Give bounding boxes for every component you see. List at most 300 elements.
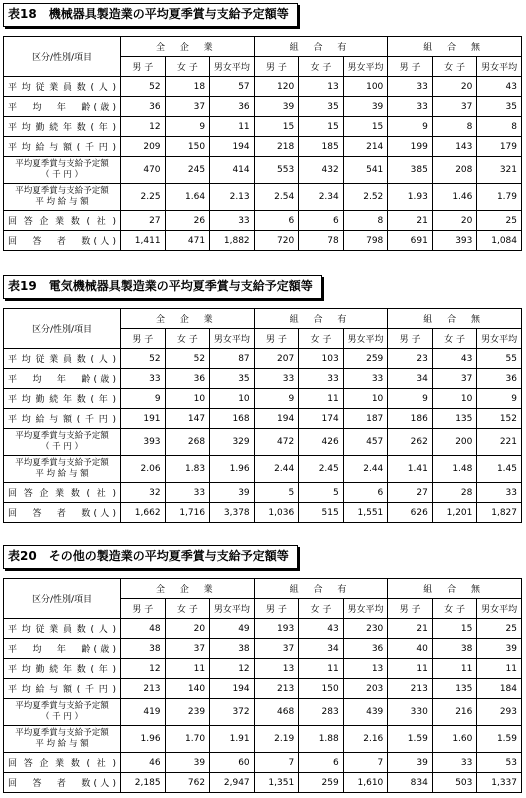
table-row [4, 231, 522, 251]
table-row [4, 503, 522, 523]
table-row [4, 456, 522, 483]
table-cell: 15 [343, 117, 388, 137]
table-cell: 1.45 [477, 456, 522, 483]
table-cell: 8 [343, 211, 388, 231]
table-cell: 150 [165, 137, 210, 157]
table-cell: 32 [121, 483, 166, 503]
table-cell: 191 [121, 409, 166, 429]
table-cell: 43 [432, 349, 477, 369]
table-cell: 39 [388, 753, 433, 773]
table-cell: 18 [165, 77, 210, 97]
table-row [4, 753, 522, 773]
table-cell: 33 [388, 97, 433, 117]
table-cell: 553 [254, 157, 299, 184]
table-cell: 37 [254, 639, 299, 659]
row-label [4, 699, 121, 726]
row-label: 平 均 年 齢(歳) [4, 639, 121, 659]
table-cell: 213 [254, 679, 299, 699]
table-cell: 1,411 [121, 231, 166, 251]
table-row [4, 699, 522, 726]
row-label: 平均従業員数(人) [4, 619, 121, 639]
table-cell: 193 [254, 619, 299, 639]
table-cell: 25 [477, 211, 522, 231]
table-cell: 11 [210, 117, 255, 137]
table-title: 表19 電気機械器具製造業の平均夏季賞与支給予定額等 [3, 275, 322, 299]
table-cell: 2.54 [254, 184, 299, 211]
table-cell: 55 [477, 349, 522, 369]
table-cell: 6 [343, 483, 388, 503]
table-cell: 208 [432, 157, 477, 184]
table-cell: 20 [165, 619, 210, 639]
table-cell: 36 [477, 369, 522, 389]
table-cell: 194 [254, 409, 299, 429]
table-cell: 33 [477, 483, 522, 503]
row-label: 回 答 者 数(人) [4, 773, 121, 793]
table-cell: 329 [210, 429, 255, 456]
table-cell: 2.06 [121, 456, 166, 483]
table-cell: 187 [343, 409, 388, 429]
table-cell: 184 [477, 679, 522, 699]
table-cell: 216 [432, 699, 477, 726]
table-cell: 691 [388, 231, 433, 251]
table-cell: 36 [121, 97, 166, 117]
table-cell: 1.46 [432, 184, 477, 211]
table-cell: 470 [121, 157, 166, 184]
table-cell: 21 [388, 211, 433, 231]
table-title: 表18 機械器具製造業の平均夏季賞与支給予定額等 [3, 3, 298, 27]
table-cell: 426 [299, 429, 344, 456]
row-label [4, 157, 121, 184]
table-cell: 1.41 [388, 456, 433, 483]
table-cell: 245 [165, 157, 210, 184]
table-cell: 15 [254, 117, 299, 137]
table-cell: 457 [343, 429, 388, 456]
table-cell: 1.59 [388, 726, 433, 753]
sex-header: 女 子 [299, 329, 344, 349]
table-row [4, 137, 522, 157]
table-cell: 10 [432, 389, 477, 409]
table-cell: 43 [477, 77, 522, 97]
group-header: 全 企 業 [121, 309, 255, 329]
table-cell: 419 [121, 699, 166, 726]
table-row [4, 773, 522, 793]
row-label [4, 184, 121, 211]
table-cell: 203 [343, 679, 388, 699]
sex-header: 男 子 [121, 329, 166, 349]
table-cell: 194 [210, 137, 255, 157]
table-cell: 5 [254, 483, 299, 503]
table-cell: 393 [432, 231, 477, 251]
data-table [3, 36, 522, 251]
table-cell: 259 [343, 349, 388, 369]
group-header: 組 合 有 [254, 37, 388, 57]
table-cell: 1.60 [432, 726, 477, 753]
table-cell: 13 [343, 659, 388, 679]
sex-header: 男女平均 [477, 599, 522, 619]
group-header: 全 企 業 [121, 579, 255, 599]
table-cell: 27 [388, 483, 433, 503]
table-row [4, 77, 522, 97]
row-label: 平均給与額(千円) [4, 409, 121, 429]
table-row [4, 679, 522, 699]
table-cell: 6 [254, 211, 299, 231]
table-cell: 60 [210, 753, 255, 773]
table-cell: 1,827 [477, 503, 522, 523]
table-cell: 2.34 [299, 184, 344, 211]
row-label [4, 726, 121, 753]
table-cell: 26 [165, 211, 210, 231]
table-cell: 194 [210, 679, 255, 699]
table-cell: 2.45 [299, 456, 344, 483]
table-cell: 200 [432, 429, 477, 456]
table-cell: 147 [165, 409, 210, 429]
table-cell: 762 [165, 773, 210, 793]
table-cell: 40 [388, 639, 433, 659]
table-cell: 186 [388, 409, 433, 429]
table-cell: 10 [165, 389, 210, 409]
table-cell: 13 [299, 77, 344, 97]
table-cell: 33 [388, 77, 433, 97]
table-cell: 503 [432, 773, 477, 793]
data-table [3, 308, 522, 523]
table-cell: 36 [165, 369, 210, 389]
table-cell: 37 [165, 97, 210, 117]
table-row [4, 117, 522, 137]
table-cell: 283 [299, 699, 344, 726]
table-cell: 35 [477, 97, 522, 117]
table-cell: 1,084 [477, 231, 522, 251]
group-header: 全 企 業 [121, 37, 255, 57]
table-cell: 39 [477, 639, 522, 659]
table-cell: 1,201 [432, 503, 477, 523]
row-label: 回 答 者 数(人) [4, 503, 121, 523]
table-cell: 15 [432, 619, 477, 639]
table-cell: 3,378 [210, 503, 255, 523]
row-label: 回答企業数(社) [4, 211, 121, 231]
table-cell: 185 [299, 137, 344, 157]
row-label: 平 均 年 齢(歳) [4, 369, 121, 389]
table-cell: 293 [477, 699, 522, 726]
table-cell: 11 [388, 659, 433, 679]
table-cell: 9 [254, 389, 299, 409]
table-cell: 1.91 [210, 726, 255, 753]
table-cell: 2.44 [254, 456, 299, 483]
table-row [4, 349, 522, 369]
table-cell: 834 [388, 773, 433, 793]
table-cell: 11 [299, 389, 344, 409]
table-cell: 2.13 [210, 184, 255, 211]
table-cell: 1,351 [254, 773, 299, 793]
sex-header: 女 子 [165, 599, 210, 619]
table-cell: 9 [165, 117, 210, 137]
table-cell: 52 [121, 77, 166, 97]
row-label-line: 平均夏季賞与支給予定額 [15, 431, 109, 441]
table-cell: 152 [477, 409, 522, 429]
sex-header: 男 子 [254, 329, 299, 349]
table-cell: 12 [121, 659, 166, 679]
table-cell: 179 [477, 137, 522, 157]
table-cell: 21 [388, 619, 433, 639]
row-label [4, 429, 121, 456]
table-cell: 28 [432, 483, 477, 503]
table-cell: 5 [299, 483, 344, 503]
sex-header: 女 子 [165, 57, 210, 77]
group-header: 組 合 無 [388, 309, 522, 329]
table-cell: 25 [477, 619, 522, 639]
table-cell: 11 [299, 659, 344, 679]
table-cell: 330 [388, 699, 433, 726]
sex-header: 男女平均 [210, 599, 255, 619]
row-label: 平均給与額(千円) [4, 137, 121, 157]
table-cell: 720 [254, 231, 299, 251]
sex-header: 男 子 [388, 599, 433, 619]
table-cell: 33 [432, 753, 477, 773]
table-cell: 1.88 [299, 726, 344, 753]
sex-header: 女 子 [432, 57, 477, 77]
table-cell: 11 [165, 659, 210, 679]
table-row [4, 389, 522, 409]
table-cell: 9 [477, 389, 522, 409]
table-cell: 207 [254, 349, 299, 369]
table-cell: 221 [477, 429, 522, 456]
table-cell: 150 [299, 679, 344, 699]
corner-header: 区分/性別/項目 [4, 579, 121, 619]
row-label [4, 456, 121, 483]
sex-header: 女 子 [432, 329, 477, 349]
table-cell: 1,036 [254, 503, 299, 523]
table-cell: 135 [432, 409, 477, 429]
table-cell: 1,337 [477, 773, 522, 793]
table-cell: 259 [299, 773, 344, 793]
row-label: 平均給与額(千円) [4, 679, 121, 699]
table-cell: 15 [299, 117, 344, 137]
table-row [4, 429, 522, 456]
table-cell: 39 [165, 753, 210, 773]
table-cell: 48 [121, 619, 166, 639]
table-cell: 239 [165, 699, 210, 726]
row-label-line: （ 千 円 ） [40, 442, 84, 452]
table-cell: 37 [432, 97, 477, 117]
table-cell: 9 [388, 389, 433, 409]
table-cell: 214 [343, 137, 388, 157]
table-cell: 37 [432, 369, 477, 389]
table-cell: 472 [254, 429, 299, 456]
table-cell: 174 [299, 409, 344, 429]
table-cell: 471 [165, 231, 210, 251]
sex-header: 男 子 [388, 57, 433, 77]
table-cell: 52 [121, 349, 166, 369]
sex-header: 男 子 [254, 57, 299, 77]
table-cell: 262 [388, 429, 433, 456]
sex-header: 男女平均 [343, 57, 388, 77]
table-cell: 393 [121, 429, 166, 456]
table-cell: 199 [388, 137, 433, 157]
sex-header: 男女平均 [210, 329, 255, 349]
table-cell: 468 [254, 699, 299, 726]
row-label: 回答企業数(社) [4, 483, 121, 503]
table-cell: 6 [299, 753, 344, 773]
row-label: 平均従業員数(人) [4, 77, 121, 97]
table-cell: 2,185 [121, 773, 166, 793]
table-row [4, 369, 522, 389]
table-cell: 36 [343, 639, 388, 659]
group-header: 組 合 無 [388, 579, 522, 599]
table-cell: 57 [210, 77, 255, 97]
table-cell: 38 [210, 639, 255, 659]
table-cell: 7 [254, 753, 299, 773]
table-cell: 34 [299, 639, 344, 659]
table-cell: 10 [210, 389, 255, 409]
row-label-line: 平均夏季賞与支給予定額 [15, 458, 109, 468]
table-cell: 78 [299, 231, 344, 251]
table-cell: 34 [388, 369, 433, 389]
header-row-groups [4, 579, 522, 599]
sex-header: 男 子 [388, 329, 433, 349]
row-label-line: 平 均 給 与 額 [35, 197, 89, 207]
table-cell: 213 [121, 679, 166, 699]
table-cell: 103 [299, 349, 344, 369]
table-cell: 230 [343, 619, 388, 639]
table-cell: 439 [343, 699, 388, 726]
table-cell: 20 [432, 211, 477, 231]
row-label: 平均従業員数(人) [4, 349, 121, 369]
row-label-line: 平均夏季賞与支給予定額 [15, 728, 109, 738]
table-cell: 39 [343, 97, 388, 117]
table-cell: 1,551 [343, 503, 388, 523]
row-label-line: 平均夏季賞与支給予定額 [15, 159, 109, 169]
table-cell: 13 [254, 659, 299, 679]
table-cell: 2.25 [121, 184, 166, 211]
table-cell: 39 [210, 483, 255, 503]
table-cell: 33 [165, 483, 210, 503]
row-label: 平 均 年 齢(歳) [4, 97, 121, 117]
table-row [4, 639, 522, 659]
sex-header: 男 子 [254, 599, 299, 619]
table-cell: 541 [343, 157, 388, 184]
table-cell: 33 [299, 369, 344, 389]
table-cell: 1.93 [388, 184, 433, 211]
table-cell: 385 [388, 157, 433, 184]
table-cell: 213 [388, 679, 433, 699]
table-row [4, 409, 522, 429]
row-label: 平均勤続年数(年) [4, 389, 121, 409]
group-header: 組 合 無 [388, 37, 522, 57]
table-cell: 33 [210, 211, 255, 231]
table-cell: 23 [388, 349, 433, 369]
table-cell: 1.96 [210, 456, 255, 483]
table-cell: 9 [121, 389, 166, 409]
row-label: 回 答 者 数(人) [4, 231, 121, 251]
corner-header: 区分/性別/項目 [4, 309, 121, 349]
table-cell: 1,610 [343, 773, 388, 793]
table-cell: 39 [254, 97, 299, 117]
table-cell: 9 [388, 117, 433, 137]
group-header: 組 合 有 [254, 309, 388, 329]
row-label-line: （ 千 円 ） [40, 712, 84, 722]
table-title: 表20 その他の製造業の平均夏季賞与支給予定額等 [3, 545, 298, 569]
table-cell: 20 [432, 77, 477, 97]
table-cell: 1.70 [165, 726, 210, 753]
corner-header: 区分/性別/項目 [4, 37, 121, 77]
table-cell: 218 [254, 137, 299, 157]
table-cell: 38 [121, 639, 166, 659]
table-cell: 12 [121, 117, 166, 137]
sex-header: 男 子 [121, 57, 166, 77]
table-cell: 33 [121, 369, 166, 389]
table-cell: 36 [210, 97, 255, 117]
table-row [4, 184, 522, 211]
table-row [4, 157, 522, 184]
data-table [3, 578, 522, 793]
table-cell: 1.64 [165, 184, 210, 211]
table-cell: 100 [343, 77, 388, 97]
sex-header: 男女平均 [210, 57, 255, 77]
table-cell: 11 [432, 659, 477, 679]
sex-header: 男女平均 [343, 599, 388, 619]
table-cell: 1.96 [121, 726, 166, 753]
row-label-line: 平均夏季賞与支給予定額 [15, 186, 109, 196]
table-cell: 38 [432, 639, 477, 659]
table-cell: 209 [121, 137, 166, 157]
table-cell: 33 [254, 369, 299, 389]
table-cell: 53 [477, 753, 522, 773]
table-cell: 10 [343, 389, 388, 409]
table-cell: 372 [210, 699, 255, 726]
table-cell: 11 [477, 659, 522, 679]
table-cell: 135 [432, 679, 477, 699]
table-row [4, 726, 522, 753]
table-cell: 2.52 [343, 184, 388, 211]
table-cell: 143 [432, 137, 477, 157]
group-header: 組 合 有 [254, 579, 388, 599]
row-label: 回答企業数(社) [4, 753, 121, 773]
table-cell: 37 [165, 639, 210, 659]
sex-header: 女 子 [165, 329, 210, 349]
table-cell: 2,947 [210, 773, 255, 793]
table-cell: 27 [121, 211, 166, 231]
table-cell: 1,882 [210, 231, 255, 251]
table-cell: 626 [388, 503, 433, 523]
table-cell: 49 [210, 619, 255, 639]
row-label-line: （ 千 円 ） [40, 170, 84, 180]
table-cell: 798 [343, 231, 388, 251]
table-cell: 321 [477, 157, 522, 184]
header-row-groups [4, 309, 522, 329]
table-cell: 120 [254, 77, 299, 97]
table-cell: 1,716 [165, 503, 210, 523]
sex-header: 男女平均 [343, 329, 388, 349]
sex-header: 男 子 [121, 599, 166, 619]
table-cell: 414 [210, 157, 255, 184]
table-cell: 52 [165, 349, 210, 369]
table-cell: 1.48 [432, 456, 477, 483]
row-label-line: 平 均 給 与 額 [35, 469, 89, 479]
table-cell: 2.16 [343, 726, 388, 753]
table-cell: 140 [165, 679, 210, 699]
table-cell: 1.79 [477, 184, 522, 211]
table-cell: 1.59 [477, 726, 522, 753]
table-cell: 43 [299, 619, 344, 639]
table-cell: 8 [477, 117, 522, 137]
row-label: 平均勤続年数(年) [4, 117, 121, 137]
table-row [4, 483, 522, 503]
table-row [4, 619, 522, 639]
table-cell: 432 [299, 157, 344, 184]
table-cell: 87 [210, 349, 255, 369]
table-cell: 2.44 [343, 456, 388, 483]
row-label: 平均勤続年数(年) [4, 659, 121, 679]
header-row-groups [4, 37, 522, 57]
